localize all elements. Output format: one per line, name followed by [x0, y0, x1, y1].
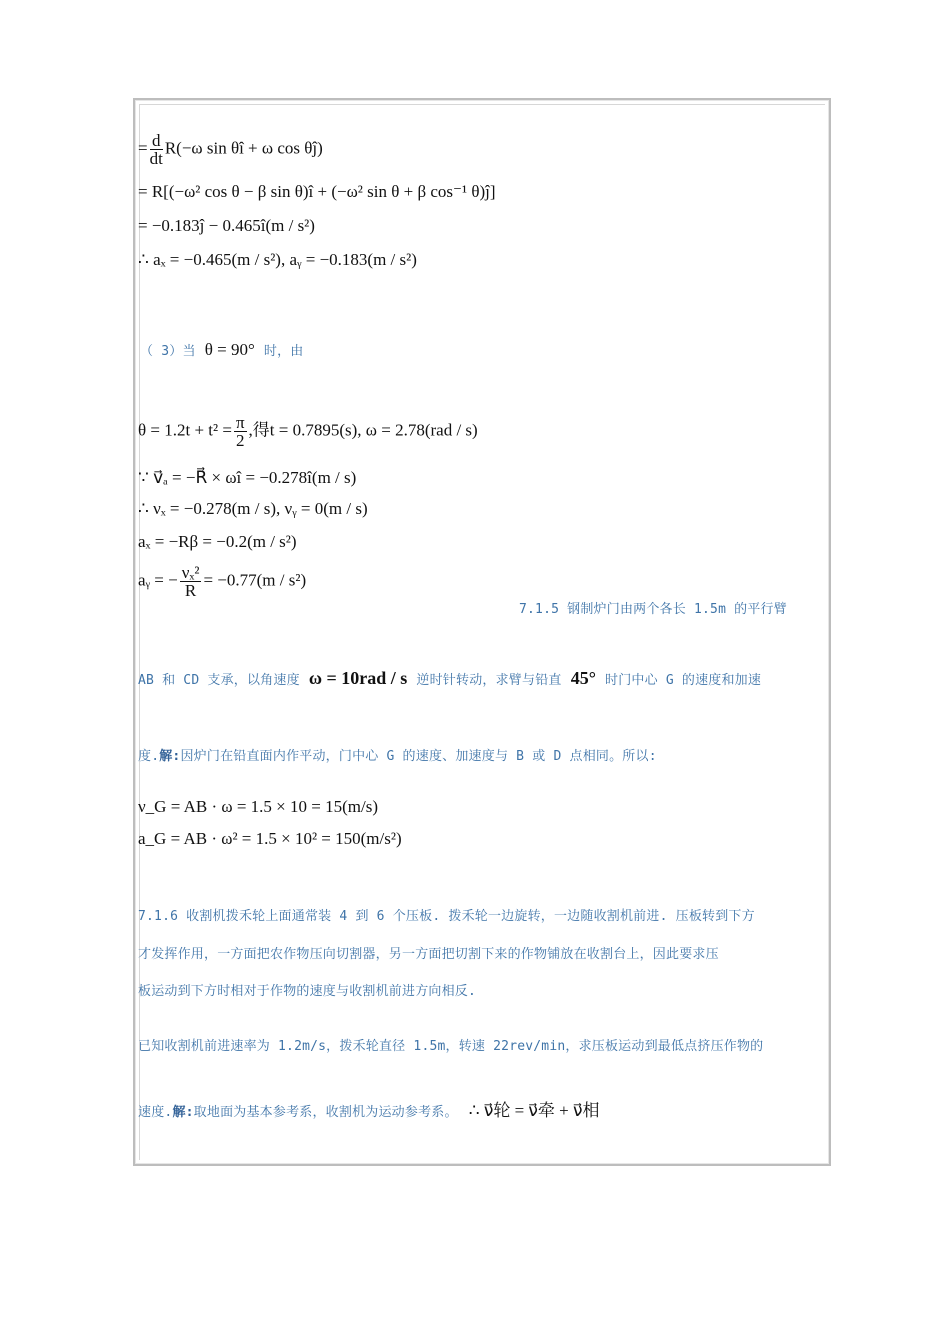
p716-line5: 速度.解:取地面为基本参考系，收割机为运动参考系。 ∴ ν⃗轮 = ν⃗牵 + ν⃗相 [138, 1101, 600, 1120]
pi-over-2-fraction: $\frac{\pi}{2}$ [235, 413, 245, 450]
eq3-line1: ν_G = AB · ω = 1.5 × 10 = 15(m/s) [138, 797, 378, 816]
eq1-line3: = −0.183ĵ − 0.465î(m / s²) [138, 216, 315, 235]
solution-label-2: 解: [172, 1105, 194, 1120]
eq2-line3: ∴ νₓ = −0.278(m / s), νᵧ = 0(m / s) [138, 499, 368, 518]
eq1-line4: ∴ aₓ = −0.465(m / s²), aᵧ = −0.183(m / s²) [138, 250, 417, 269]
p715-line1: 7.1.5 钢制炉门由两个各长 1.5m 的平行臂 [519, 602, 787, 617]
eq3-line2: a_G = AB · ω² = 1.5 × 10² = 150(m/s²) [138, 829, 402, 848]
solution-label: 解: [159, 749, 181, 764]
eq1-line1: = $\frac{d}{dt}$ R(−ω sin θî + ω cos θĵ) [138, 131, 323, 168]
eq2-line1: θ = 1.2t + t² = $\frac{\pi}{2}$ ,得t = 0.7895(s), ω = 2.78(rad / s) [138, 413, 478, 450]
p715-line3: 度.解:因炉门在铅直面内作平动，门中心 G 的速度、加速度与 B 或 D 点相同。所以: [138, 749, 657, 764]
p716-line4: 已知收割机前进速率为 1.2m/s，拨禾轮直径 1.5m，转速 22rev/min，求压板运动到最低点挤压作物的 [138, 1039, 764, 1054]
vx2-over-r-fraction: $\frac{\text{νₓ²}}{R}$ [181, 563, 200, 600]
angle-value: 45° [570, 668, 596, 688]
eq2-line5: aᵧ = − $\frac{\text{νₓ²}}{R}$ = −0.77(m / s²) [138, 563, 307, 600]
p716-line2: 才发挥作用，一方面把农作物压向切割器，另一方面把切割下来的作物铺放在收割台上，因此要求压 [138, 947, 719, 962]
p715-line2: AB 和 CD 支承，以角速度 ω = 10rad / s 逆时针转动，求臂与铅直 45° 时门中心 G 的速度和加速 [138, 668, 762, 688]
p716-line1: 7.1.6 收割机拨禾轮上面通常装 4 到 6 个压板. 拨禾轮一边旋转，一边随收割机前进. 压板转到下方 [138, 909, 755, 924]
omega-value: ω = 10rad / s [308, 668, 408, 688]
velocity-formula: ∴ ν⃗轮 = ν⃗牵 + ν⃗相 [468, 1101, 600, 1120]
eq2-line4: aₓ = −Rβ = −0.2(m / s²) [138, 532, 297, 551]
p716-line3: 板运动到下方时相对于作物的速度与收割机前进方向相反. [138, 984, 477, 999]
eq2-line2: ∵ v⃗ₐ = −R⃗ × ωî = −0.278î(m / s) [138, 468, 357, 487]
eq1-line2: = R[(−ω² cos θ − β sin θ)î + (−ω² sin θ + β cos⁻¹ θ)ĵ] [138, 182, 496, 201]
part3-line: （ 3）当 θ = 90° 时，由 [140, 340, 304, 359]
derivative-fraction: $\frac{d}{dt}$ [149, 131, 163, 168]
